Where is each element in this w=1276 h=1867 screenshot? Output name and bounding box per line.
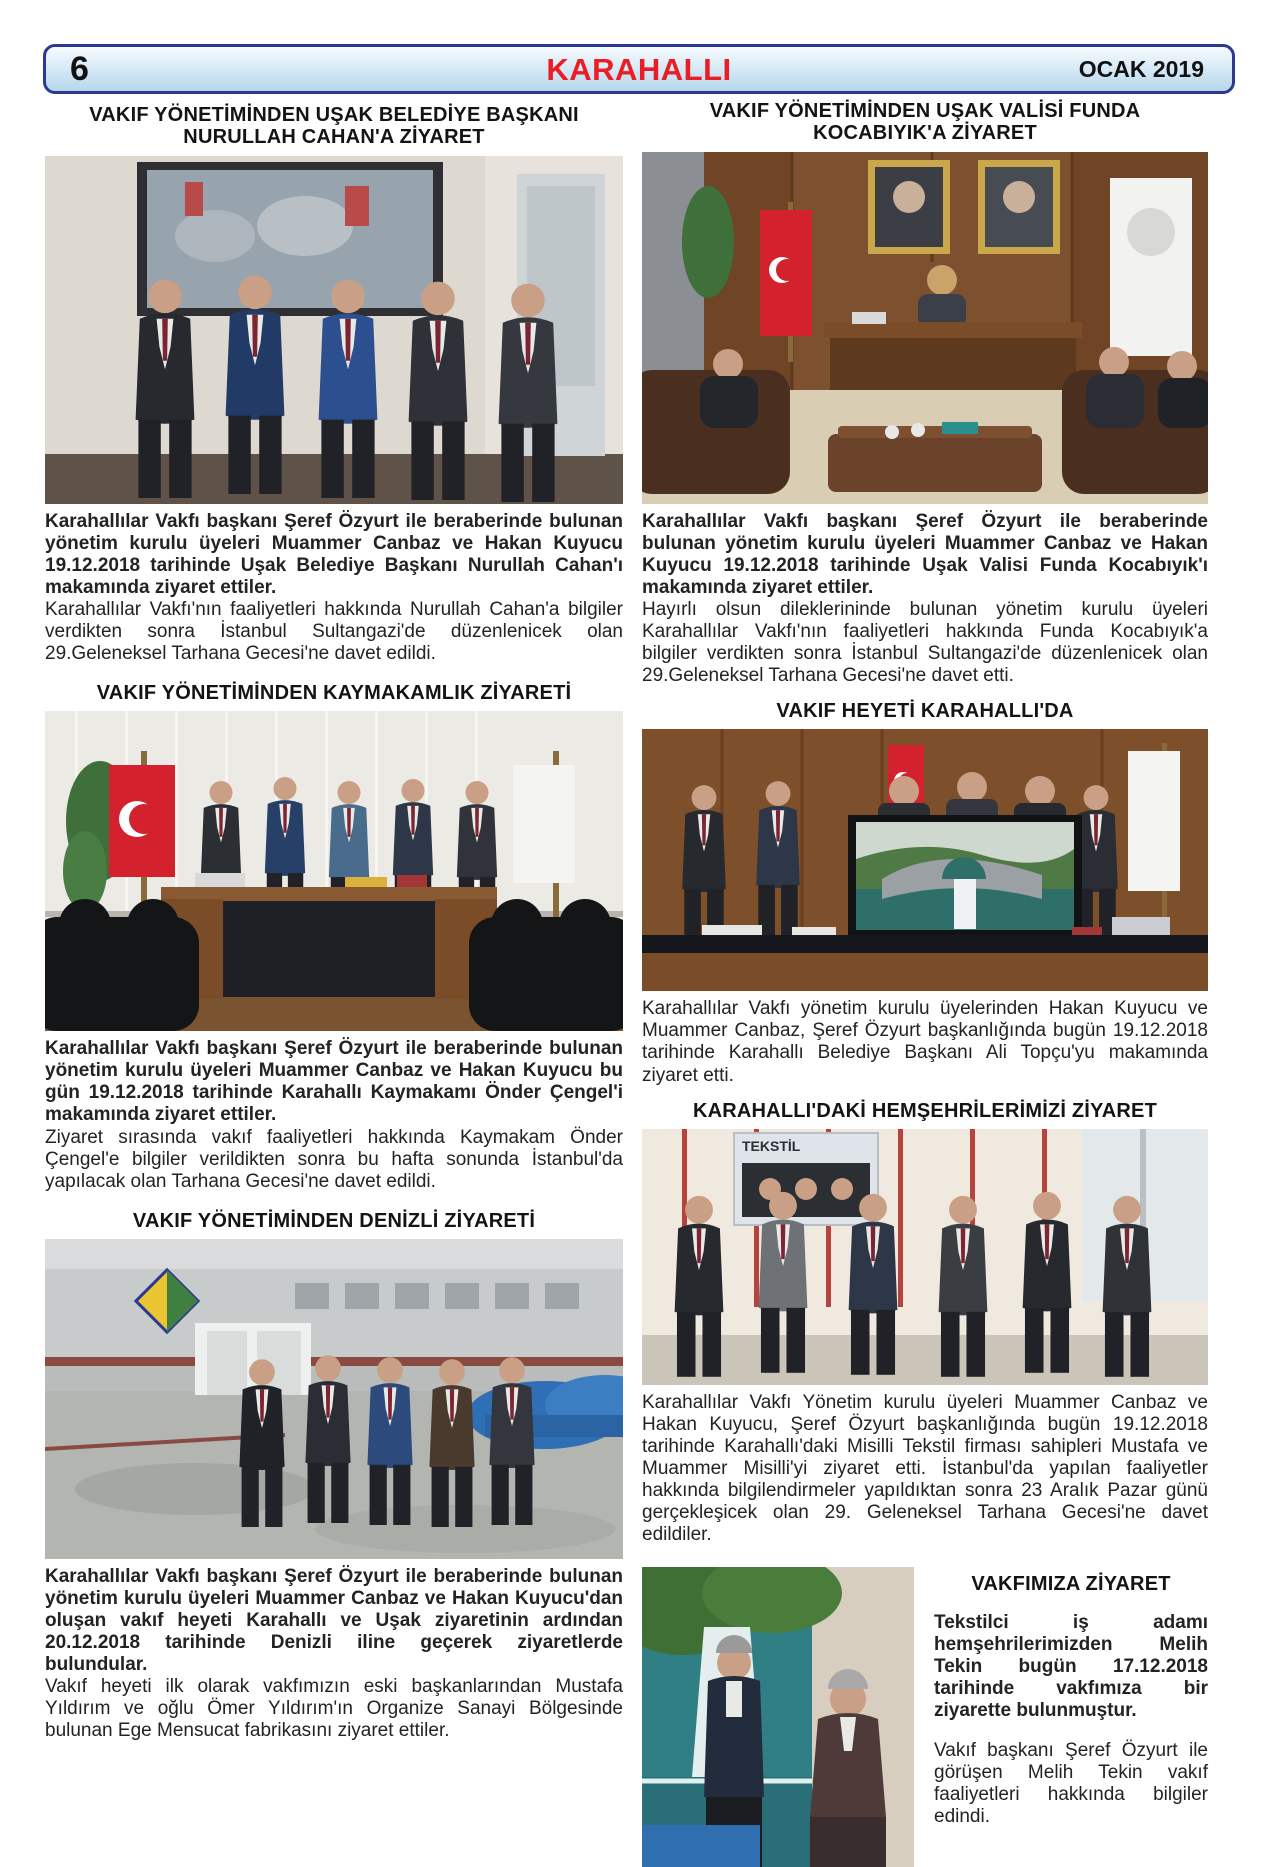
article-title: VAKFIMIZA ZİYARET (971, 1573, 1171, 1596)
article-title: VAKIF YÖNETİMİNDEN UŞAK VALİSİ FUNDA KOCABIYIK'A ZİYARET (709, 100, 1141, 145)
coffee-table (828, 422, 1042, 492)
entrance (195, 1323, 311, 1395)
right-column (642, 96, 1208, 1867)
page-number: 6 (70, 50, 89, 88)
article-title: KARAHALLI'DAKİ HEMŞEHRİLERİMİZİ ZİYARET (692, 1099, 1158, 1122)
plant (682, 186, 734, 298)
article-title: VAKIF YÖNETİMİNDEN UŞAK BELEDİYE BAŞKANI NURULLAH CAHAN'A ZİYARET (89, 104, 579, 149)
white-banner (1110, 178, 1192, 356)
article-title: VAKIF HEYETİ KARAHALLI'DA (776, 700, 1074, 723)
article-lead: Karahallılar Vakfı başkanı Şeref Özyurt ile beraberinde bulunan yönetim kurulu üyeleri Muammer Canbaz ve Hakan Kuyucu bu gün 19.12.2018 tarihinde Karahallı Kaymakamı Önder Çengel'i makamında ziyaret ettiler. (45, 1038, 623, 1126)
article-body: Vakıf heyeti ilk olarak vakfımızın eski başkanlarından Mustafa Yıldırım ve oğlu Ömer Yıldırım'ın Organize Sanayi Bölgesinde bulunan Ege Mensucat fabrikasını ziyaret ettiler. (45, 1676, 623, 1742)
article-title: VAKIF YÖNETİMİNDEN KAYMAKAMLIK ZİYARETİ (96, 682, 572, 704)
framed-bridge-picture (848, 815, 1082, 937)
article-kaymakamlik (45, 674, 623, 1202)
content-columns (45, 96, 1208, 1867)
desk (161, 873, 497, 999)
article-lead: Karahallılar Vakfı başkanı Şeref Özyurt ile beraberinde bulunan yönetim kurulu üyeleri Muammer Canbaz ve Hakan Kuyucu 19.12.2018 tarihinde Uşak Belediye Başkanı Nurullah Cahan'ı makamında ziyaret ettiler. (45, 510, 623, 598)
article-vakif-heyeti-karahalli (642, 696, 1208, 1096)
photo-misilli-tekstil-group (642, 1129, 1208, 1385)
issue-date: OCAK 2019 (1078, 55, 1204, 82)
article-usak-valisi (642, 96, 1208, 696)
article-body: Karahallılar Vakfı yönetim kurulu üyelerinden Hakan Kuyucu ve Muammer Canbaz, Şeref Özyurt başkanlığında bugün 19.12.2018 tarihinde Karahallı Belediye Başkanı Ali Topçu'yu makamında ziyaret etti. (642, 998, 1208, 1086)
blue-panel (642, 1825, 760, 1867)
article-lead: Karahallılar Vakfı başkanı Şeref Özyurt ile beraberinde bulunan yönetim kurulu üyeleri Muammer Canbaz ve Hakan Kuyucu 19.12.2018 tarihinde Uşak Valisi Funda Kocabıyık'ı makamında ziyaret ettiler. (642, 510, 1208, 598)
photo-belediye-framed-gift (642, 729, 1208, 991)
header-bar (43, 44, 1235, 94)
article-lead: Tekstilci iş adamı hemşehrilerimizden Melih Tekin bugün 17.12.2018 tarihinde vakfımıza bir ziyarette bulunmuştur. (934, 1611, 1208, 1721)
article-vakfimiza-ziyaret (642, 1567, 1208, 1867)
article-body: Hayırlı olsun dileklerininde bulunan yönetim kurulu üyeleri Karahallılar Vakfı'nın faaliyetleri hakkında Funda Kocabıyık'a bilgiler verdikten sonra İstanbul Sultangazi'de düzenlenicek olan 29.Geleneksel Tarhana Gecesi'ne davet etti. (642, 598, 1208, 686)
left-column (45, 96, 623, 1867)
photo-kaymakamlik-office (45, 711, 623, 1031)
article-body: Ziyaret sırasında vakıf faaliyetleri hakkında Kaymakam Önder Çengel'e bilgiler verildikten sonra bu hafta sonunda İstanbul'da yapılacak olan Tarhana Gecesi'ne davet edildi. (45, 1126, 623, 1192)
article-usak-belediye (45, 96, 623, 674)
tekstil-poster (734, 1133, 878, 1225)
photo-usak-belediye-group (45, 156, 623, 504)
article-hemsehriler (642, 1096, 1208, 1556)
article-denizli (45, 1202, 623, 1752)
article-title: VAKIF YÖNETİMİNDEN DENİZLİ ZİYARETİ (132, 1209, 536, 1232)
photo-denizli-factory-yard (45, 1239, 623, 1559)
masthead: KARAHALLI (546, 51, 732, 87)
article-body: Karahallılar Vakfı Yönetim kurulu üyeleri Muammer Canbaz ve Hakan Kuyucu, Şeref Özyurt başkanlığında bugün 19.12.2018 tarihinde Karahallı'daki Misilli Tekstil firması sahipleri Mustafa ve Muammer Misilli'yi ziyaret etti. İstanbul'da yapılan faaliyetler hakkında bilgilendirmeler yapıldıktan sonra 23 Aralık Pazar günü gerçekleşicek olan 29. Geleneksel Tarhana Gecesi'ne davet edildiler. (642, 1391, 1208, 1546)
article-body: Vakıf başkanı Şeref Özyurt ile görüşen Melih Tekin vakıf faaliyetleri hakkında bilgiler edindi. (934, 1739, 1208, 1827)
article-lead: Karahallılar Vakfı başkanı Şeref Özyurt ile beraberinde bulunan yönetim kurulu üyeleri Muammer Canbaz ve Hakan Kuyucu'dan oluşan vakıf heyeti Karahallı ve Uşak ziyaretinin ardından 20.12.2018 tarihinde Denizli iline geçerek ziyaretlerde bulundular. (45, 1566, 623, 1676)
photo-melih-tekin-visit (642, 1567, 914, 1867)
photo-vali-office (642, 152, 1208, 504)
article-body: Karahallılar Vakfı'nın faaliyetleri hakkında Nurullah Cahan'a bilgiler verdikten sonra İstanbul Sultangazi'de düzenlenicek olan 29.Geleneksel Tarhana Gecesi'ne davet edildi. (45, 598, 623, 664)
framed-picture (137, 162, 443, 316)
svg-text:TEKSTİL: TEKSTİL (742, 1137, 801, 1154)
